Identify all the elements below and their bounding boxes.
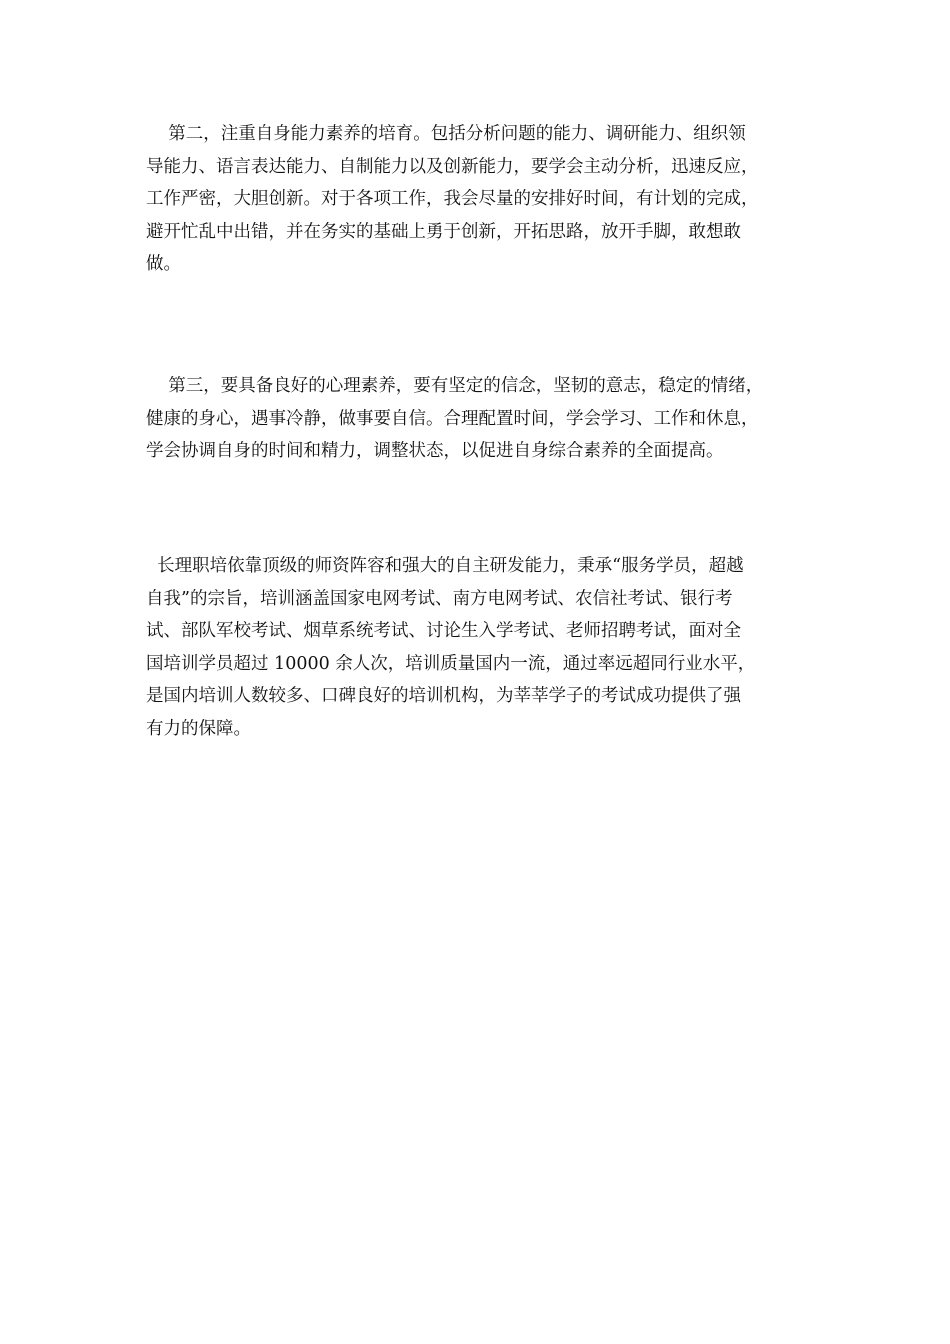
text-line: 学会协调自身的时间和精力，调整状态，以促进自身综合素养的全面提高。 xyxy=(146,441,724,461)
text-line: 健康的身心，遇事冷静，做事要自信。合理配置时间，学会学习、工作和休息， xyxy=(146,408,759,429)
paragraph-ability-cultivation xyxy=(146,118,846,281)
text-line: 第三，要具备良好的心理素养，要有坚定的信念，坚韧的意志，稳定的情绪， xyxy=(146,376,764,396)
text-line: 试、部队军校考试、烟草系统考试、讨论生入学考试、老师招聘考试，面对全 xyxy=(146,621,741,641)
text-line: 工作严密，大胆创新。对于各项工作，我会尽量的安排好时间，有计划的完成， xyxy=(146,189,759,209)
text-line: 国培训学员超过 10000 余人次，培训质量国内一流，通过率远超同行业水平， xyxy=(146,653,756,674)
text-line: 导能力、语言表达能力、自制能力以及创新能力，要学会主动分析，迅速反应， xyxy=(146,156,759,177)
text-line: 第二，注重自身能力素养的培育。包括分析问题的能力、调研能力、组织领 xyxy=(146,124,746,144)
text-line: 有力的保障。 xyxy=(146,718,251,739)
text-line: 自我”的宗旨，培训涵盖国家电网考试、南方电网考试、农信社考试、银行考 xyxy=(146,588,733,609)
text-line: 是国内培训人数较多、口碑良好的培训机构，为莘莘学子的考试成功提供了强 xyxy=(146,686,741,706)
text-line: 避开忙乱中出错，并在务实的基础上勇于创新，开拓思路，放开手脚，敢想敢 xyxy=(146,221,741,242)
text-line: 长理职培依靠顶级的师资阵容和强大的自主研发能力，秉承“服务学员，超越 xyxy=(146,556,744,576)
paragraph-psychological-quality xyxy=(146,370,846,468)
paragraph-training-institution xyxy=(146,550,846,745)
text-line: 做。 xyxy=(146,254,181,274)
